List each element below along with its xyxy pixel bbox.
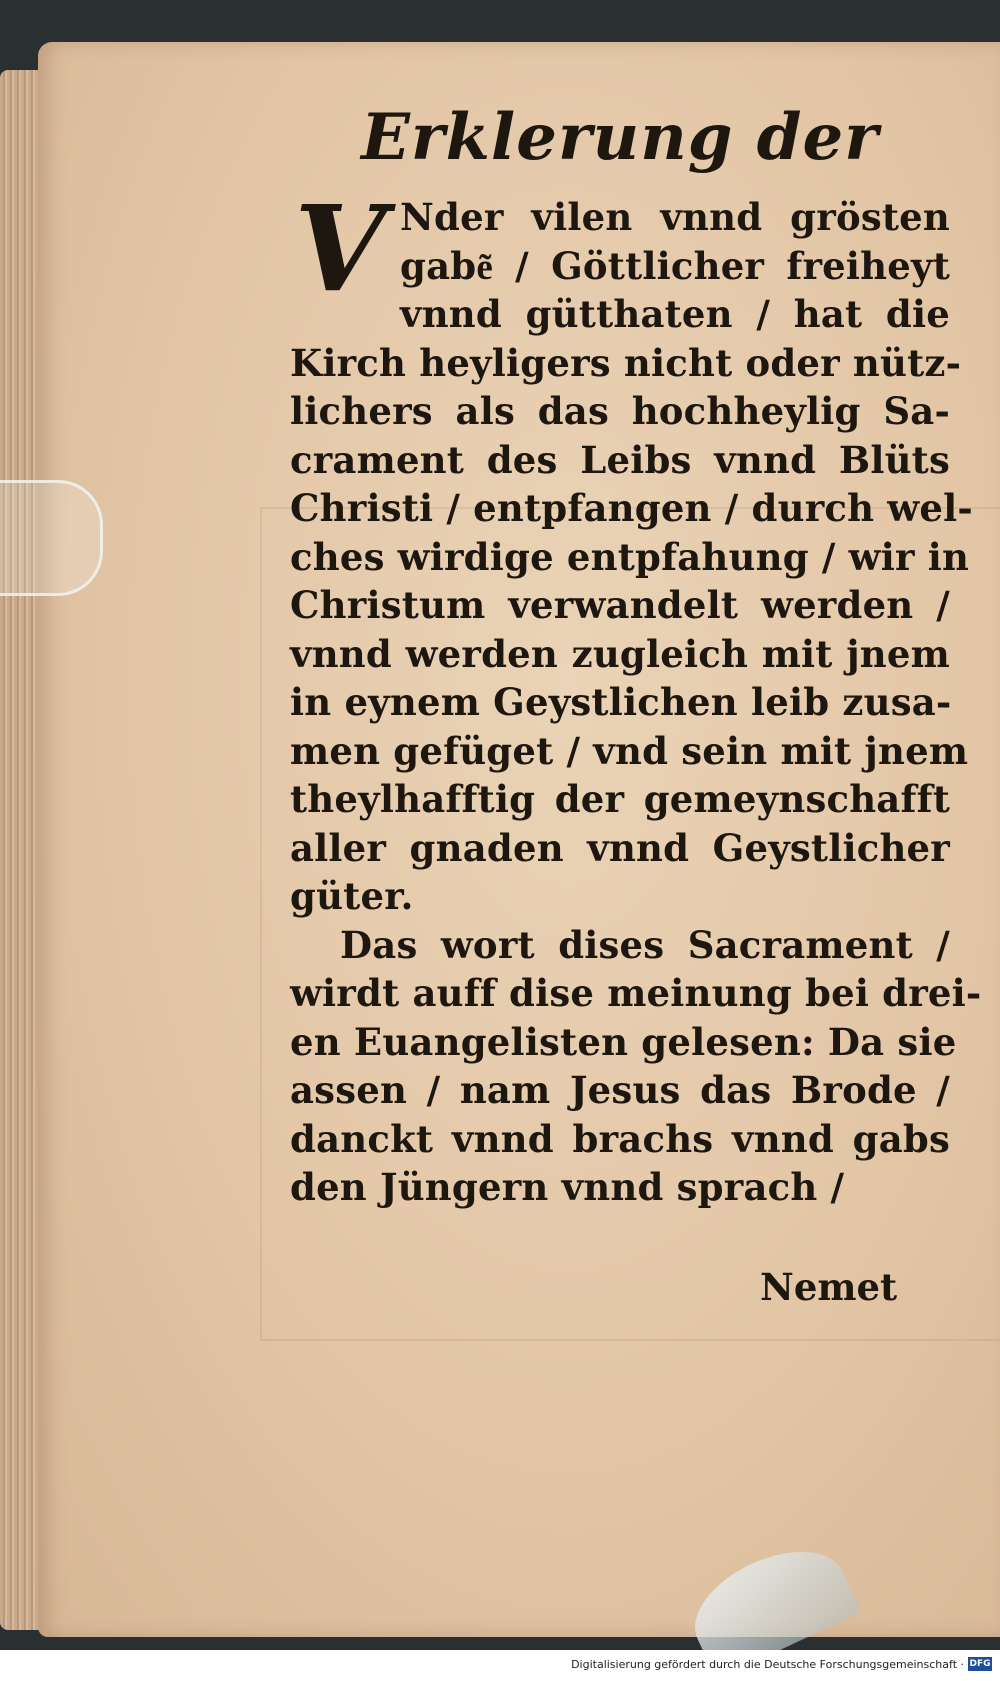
text-line: crament des Leibs vnnd Blüts (290, 437, 950, 482)
text-line: güter. (290, 874, 414, 918)
text-line: aller gnaden vnnd Geystlicher (290, 825, 950, 870)
text-line: Das wort dises Sacrament / (340, 922, 950, 967)
text-line: Nder vilen vnnd grösten (400, 195, 950, 239)
text-line: gabe͂ / Göttlicher freiheyt (400, 243, 950, 288)
text-line: den Jüngern vnnd sprach / (290, 1165, 845, 1209)
page-clip-left (0, 480, 103, 596)
footer-bar (0, 1650, 1000, 1681)
text-line: theylhafftig der gemeynschafft (290, 777, 950, 821)
text-line: vnnd gütthaten / hat die (400, 292, 950, 336)
text-line: in eynem Geystlichen leib zusa- (290, 680, 952, 724)
funding-credit: Digitalisierung gefördert durch die Deutsche Forschungsgemeinschaft · (571, 1658, 964, 1671)
running-heading: Erklerung der (361, 100, 879, 175)
text-line: assen / nam Jesus das Brode / (290, 1068, 950, 1112)
text-line: Christi / entpfangen / durch wel- (290, 486, 973, 530)
dfg-logo: DFG (969, 1659, 991, 1669)
catchword: Nemet (760, 1265, 898, 1309)
text-line: vnnd werden zugleich mit jnem (290, 631, 950, 676)
text-line: lichers als das hochheylig Sa- (290, 389, 950, 433)
text-line: Kirch heyligers nicht oder nütz- (290, 340, 962, 385)
text-line: en Euangelisten gelesen: Da sie (290, 1019, 957, 1064)
drop-cap: V (294, 179, 386, 318)
text-line: wirdt auff dise meinung bei drei- (290, 971, 982, 1015)
text-line: Christum verwandelt werden / (290, 583, 950, 627)
text-line: men gefüget / vnd sein mit jnem (290, 728, 969, 773)
text-line: danckt vnnd brachs vnnd gabs (290, 1116, 950, 1161)
text-line: ches wirdige entpfahung / wir in (290, 534, 970, 579)
text-block (290, 100, 982, 1212)
